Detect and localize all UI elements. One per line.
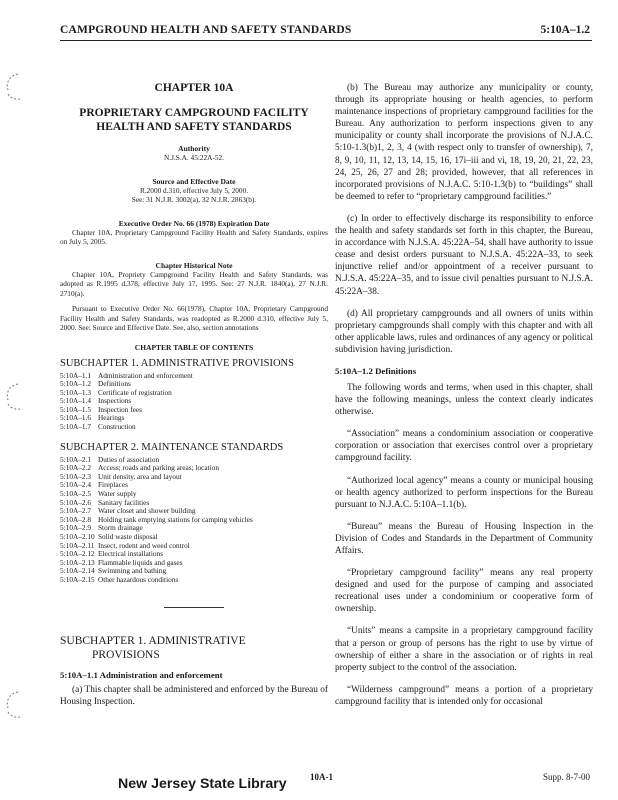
toc-item-number: 5:10A–2.3 xyxy=(60,471,92,481)
definition-paragraph: “Association” means a condominium association or cooperative corporation or association that exercises control over a proprietary campground facility. xyxy=(335,429,593,464)
toc-subchapter-heading: SUBCHAPTER 1. ADMINISTRATIVE PROVISIONS xyxy=(60,357,294,369)
toc-item-number: 5:10A–2.2 xyxy=(60,463,92,473)
source-line: R.2000 d.310, effective July 5, 2000. xyxy=(139,185,249,195)
header-rule xyxy=(60,40,592,41)
toc-item xyxy=(60,423,328,432)
toc-item-number: 5:10A–2.13 xyxy=(60,557,95,567)
toc-item-title: Flammable liquids and gases xyxy=(98,557,183,567)
toc-item-number: 5:10A–2.10 xyxy=(60,532,95,541)
toc-item-number: 5:10A–1.7 xyxy=(60,422,92,432)
historical-note-text: Pursuant to Executive Order No. 66(1978), Chapter 10A, Proprietary Campground Facility Health and Safety Standards, was readopted as R.2000 d.310, effective July 5, 2000. See: Source and Effective Date. See, also, section annotations xyxy=(60,304,328,332)
subchapter-heading xyxy=(60,634,328,662)
toc-item-title: Sanitary facilities xyxy=(98,497,150,507)
toc-item-title: Solid waste disposal xyxy=(98,532,158,541)
section-heading: 5:10A–1.1 Administration and enforcement xyxy=(60,669,223,680)
source-heading: Source and Effective Date xyxy=(152,176,236,186)
toc-list xyxy=(60,372,328,432)
authority-heading: Authority xyxy=(178,144,210,153)
toc-item xyxy=(60,576,328,585)
toc-item-title: Insect, rodent and weed control xyxy=(98,540,190,550)
toc-item-title: Duties of association xyxy=(98,454,160,464)
definition-paragraph: “Proprietary campground facility” means any real property designed and used for the purpose of camping and associated recreational uses under a condominium or cooperative form of ownership. xyxy=(335,568,593,615)
toc-item-title: Unit density, area and layout xyxy=(98,471,182,481)
historical-note-heading: Chapter Historical Note xyxy=(155,260,233,270)
left-column xyxy=(60,60,328,708)
toc-item-number: 5:10A–2.6 xyxy=(60,497,92,507)
executive-order-heading: Executive Order No. 66 (1978) Expiration Date xyxy=(118,218,270,228)
definition-paragraph: “Wilderness campground” means a portion of a proprietary campground facility that is intended only for occasional xyxy=(335,684,593,707)
section-divider xyxy=(164,607,224,608)
toc-item-number: 5:10A–2.8 xyxy=(60,514,92,524)
definition-paragraph: “Bureau” means the Bureau of Housing Inspection in the Division of Codes and Standards in the Department of Community Affairs. xyxy=(335,521,593,556)
toc-item-title: Electrical installations xyxy=(98,549,164,559)
toc-subchapter-heading: SUBCHAPTER 2. MAINTENANCE STANDARDS xyxy=(60,441,284,453)
definitions-intro: The following words and terms, when used in this chapter, shall have the following meanings, unless the context clearly indicates otherwise. xyxy=(335,382,593,418)
toc-item-number: 5:10A–2.1 xyxy=(60,454,92,464)
toc-item-title: Swimming and bathing xyxy=(98,566,167,576)
toc-item-title: Water supply xyxy=(98,489,137,499)
toc-item-number: 5:10A–2.7 xyxy=(60,506,92,516)
toc-item-title: Fireplaces xyxy=(98,480,128,490)
toc-item-title: Inspections xyxy=(98,396,132,406)
toc-item-number: 5:10A–2.4 xyxy=(60,480,92,490)
chapter-title-line: PROPRIETARY CAMPGROUND FACILITY xyxy=(79,107,309,119)
toc-item-title: Inspection fees xyxy=(98,404,142,414)
running-header-section: 5:10A–1.2 xyxy=(540,24,590,36)
toc-item-title: Storm drainage xyxy=(98,523,143,533)
toc-item-number: 5:10A–2.14 xyxy=(60,566,95,576)
toc-item-number: 5:10A–1.3 xyxy=(60,387,92,397)
running-header-title: CAMPGROUND HEALTH AND SAFETY STANDARDS xyxy=(60,24,352,36)
right-column xyxy=(335,60,593,718)
toc-item-number: 5:10A–1.2 xyxy=(60,379,92,389)
toc-item-number: 5:10A–1.1 xyxy=(60,370,92,380)
chapter-title xyxy=(60,106,328,134)
toc-list xyxy=(60,456,328,585)
supplement-date: Supp. 8-7-00 xyxy=(543,772,590,782)
section-paragraph: (c) In order to effectively discharge its responsibility to enforce the health and safety standards set forth in this chapter, the Bureau, in accordance with N.J.S.A. 45:22A–54, shall have authority to issue cease and desist orders pursuant to N.J.S.A. 45:22A–33, to seek injunctive relief and/or appointment of a receiver pursuant to N.J.S.A. 45:22A–35, and to issue civil penalties pursuant to N.J.S.A. 45:22A–38. xyxy=(335,213,593,297)
executive-order-text: Chapter 10A, Proprietary Campground Facility Health and Safety Standards, expires on July 5, 2005. xyxy=(60,227,328,246)
section-paragraph: (a) This chapter shall be administered and enforced by the Bureau of Housing Inspection. xyxy=(60,684,328,707)
toc-item-number: 5:10A–2.15 xyxy=(60,574,95,584)
page-number: 10A-1 xyxy=(310,772,333,782)
toc-item-number: 5:10A–1.4 xyxy=(60,396,92,406)
definition-paragraph: “Authorized local agency” means a county or municipal housing or health agency authorized to perform inspections for the Bureau pursuant to N.J.A.C. 5:10A–1.1(b). xyxy=(335,475,593,510)
toc-item-number: 5:10A–1.6 xyxy=(60,413,92,423)
authority-text: N.J.S.A. 45:22A-52. xyxy=(164,153,224,162)
toc-item-title: Hearings xyxy=(98,413,125,423)
chapter-title-line: HEALTH AND SAFETY STANDARDS xyxy=(96,121,292,133)
historical-note-text: Chapter 10A, Propriety Campground Facility Health and Safety Standards, was adopted as R.1995 d.378, effective July 17, 1995. See: 27 N.J.R. 1840(a), 27 N.J.R. 2710(a). xyxy=(60,269,328,298)
chapter-number: CHAPTER 10A xyxy=(154,82,234,94)
section-paragraph: (b) The Bureau may authorize any municipality or county, through its appropriate housing or health agencies, to perform maintenance inspections of proprietary campground facilities for the Bureau. Any authorization to perform inspections given to any municipality or county shall incorporate the provisions of N.J.A.C. 5:10-1.3(b)1, 2, 3, 4 (with respect only to transfer of ownership), 7, 8, 9, 10, 11, 12, 13, 14, 15, 16, 17i–iii and vi, 18, 19, 20, 21, 22, 23, 24, 25, 26, 27 and 28; provided, however, that all references in incorporated provisions of N.J.A.C. 5:10-1.3(b) to “buildings” shall be deemed to refer to “proprietary campground facilities.” xyxy=(335,83,593,202)
toc-item-title: Water closet and shower building xyxy=(98,506,196,516)
section-paragraph: (d) All proprietary campgrounds and all owners of units within proprietary campgrounds shall comply with this chapter and with all other applicable laws, rules and ordinances of any agency or political subdivision having jurisdiction. xyxy=(335,308,593,355)
toc-item-number: 5:10A–2.11 xyxy=(60,540,95,550)
toc-item-title: Certificate of registration xyxy=(98,387,172,397)
subchapter-heading-line: PROVISIONS xyxy=(92,648,160,661)
toc-item-title: Holding tank emptying stations for camping vehicles xyxy=(98,514,253,524)
subchapter-heading-line: SUBCHAPTER 1. ADMINISTRATIVE xyxy=(60,634,246,647)
toc-item-title: Access; roads and parking areas; location xyxy=(98,463,219,473)
toc-item-number: 5:10A–2.12 xyxy=(60,549,95,559)
section-heading: 5:10A–1.2 Definitions xyxy=(335,365,417,376)
toc-item-number: 5:10A–2.5 xyxy=(60,489,92,499)
toc-item-title: Construction xyxy=(98,422,136,432)
source-line: See: 31 N.J.R. 3002(a), 32 N.J.R. 2863(b). xyxy=(131,195,257,204)
toc-item-title: Administration and enforcement xyxy=(98,370,193,380)
punch-hole-mark xyxy=(4,382,26,412)
toc-item-title: Definitions xyxy=(98,379,131,389)
toc-heading: CHAPTER TABLE OF CONTENTS xyxy=(134,342,254,352)
library-stamp: New Jersey State Library xyxy=(118,776,287,791)
toc-item-number: 5:10A–2.9 xyxy=(60,523,92,533)
definition-paragraph: “Units” means a campsite in a proprietary campground facility that a person or group of persons has the right to use by virtue of ownership of either a share in the association or of rights in real property subject to the control of the association. xyxy=(335,626,593,673)
toc-item-title: Other hazardous conditions xyxy=(98,574,179,584)
toc-item-number: 5:10A–1.5 xyxy=(60,404,92,414)
punch-hole-mark xyxy=(4,72,26,102)
punch-hole-mark xyxy=(4,690,26,720)
